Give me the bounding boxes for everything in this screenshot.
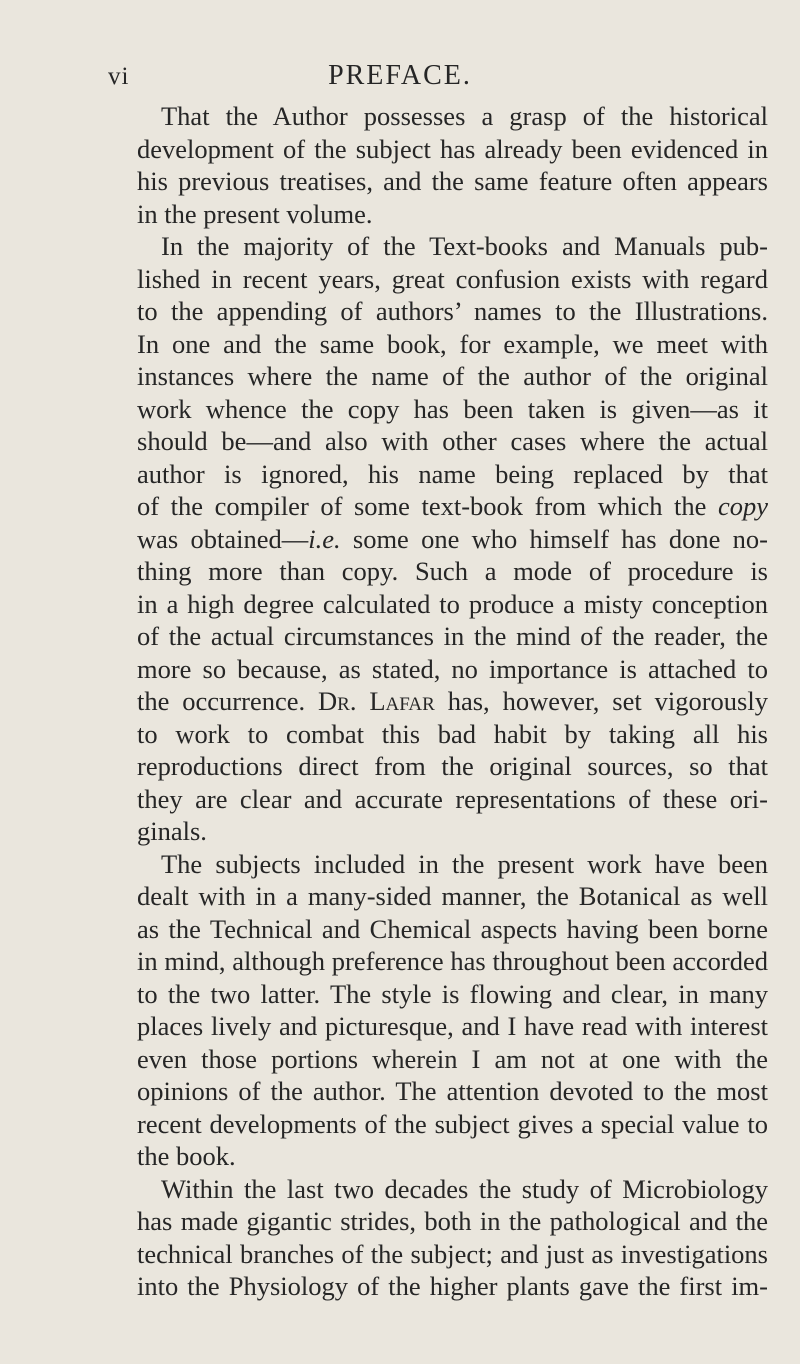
text-line: In one and the same book, for example, we meet with [137,328,768,359]
text-line [137,523,768,556]
italic-word: copy [717,491,768,521]
text-run: some one who himself has done no- [340,523,768,554]
text-line: That the Author possesses a grasp of the historical [161,101,768,131]
text-line: in a high degree calculated to produce a misty conception [137,588,768,619]
text-line: technical branches of the subject; and just as investigations [137,1238,768,1269]
text-line: Within the last two decades the study of Microbiology [161,1173,768,1204]
text-line: reproductions direct from the original sources, so that [137,751,768,781]
text-line: development of the subject has already been evidenced in [137,133,768,164]
text-line: in the present volume. [137,198,373,229]
page-number: vi [108,63,130,90]
text-line: into the Physiology of the higher plants gave the first im- [137,1271,768,1301]
text-line: to the appending of authors’ names to the Illustrations. [137,296,768,326]
text-line: author is ignored, his name being replaced by that [137,458,768,489]
text-line: opinions of the author. The attention devoted to the most [137,1076,768,1106]
text-line: the book. [137,1141,236,1171]
text-line: to the two latter. The style is flowing and clear, in many [137,978,768,1009]
text-line: more so because, as stated, no importance is attached to [137,653,768,684]
text-line: as the Technical and Chemical aspects having been borne [137,913,768,944]
running-head: PREFACE. [328,60,472,91]
text-run: of the compiler of some text-book from which the [137,491,718,521]
text-run: the occurrence. [137,686,319,716]
text-line: his previous treatises, and the same feature often appears [137,166,768,196]
text-line: recent developments of the subject gives a special value to [137,1108,768,1139]
text-line: to work to combat this bad habit by taking all his [137,718,768,749]
text-run: was obtained— [137,523,309,554]
author-name: Dr. Lafar [318,686,435,716]
text-line: thing more than copy. Such a mode of procedure is [137,556,768,586]
text-line: they are clear and accurate representations of these ori- [137,783,768,814]
text-line: should be—and also with other cases where the actual [137,426,768,456]
text-line: even those portions wherein I am not at one with the [137,1043,768,1074]
text-line: In the majority of the Text-books and Manuals pub- [161,231,768,261]
text-line: The subjects included in the present work have been [161,848,768,879]
text-line: instances where the name of the author of the original [137,361,768,391]
text-line: ginals. [137,816,207,846]
text-line: lished in recent years, great confusion exists with regard [137,263,768,294]
text-line [137,490,768,523]
text-line: work whence the copy has been taken is given—as it [137,393,768,424]
text-run: has, however, set vigorously [434,686,768,716]
text-line: of the actual circumstances in the mind of the reader, the [137,621,768,651]
text-line: dealt with in a many-sided manner, the Botanical as well [137,881,768,911]
body-text [137,100,768,1303]
text-line [137,685,768,718]
text-line: places lively and picturesque, and I have read with interest [137,1011,768,1041]
text-line: has made gigantic strides, both in the pathological and the [137,1206,768,1236]
italic-abbreviation: i.e. [308,523,341,554]
text-line: in mind, although preference has throughout been accorded [137,946,768,976]
